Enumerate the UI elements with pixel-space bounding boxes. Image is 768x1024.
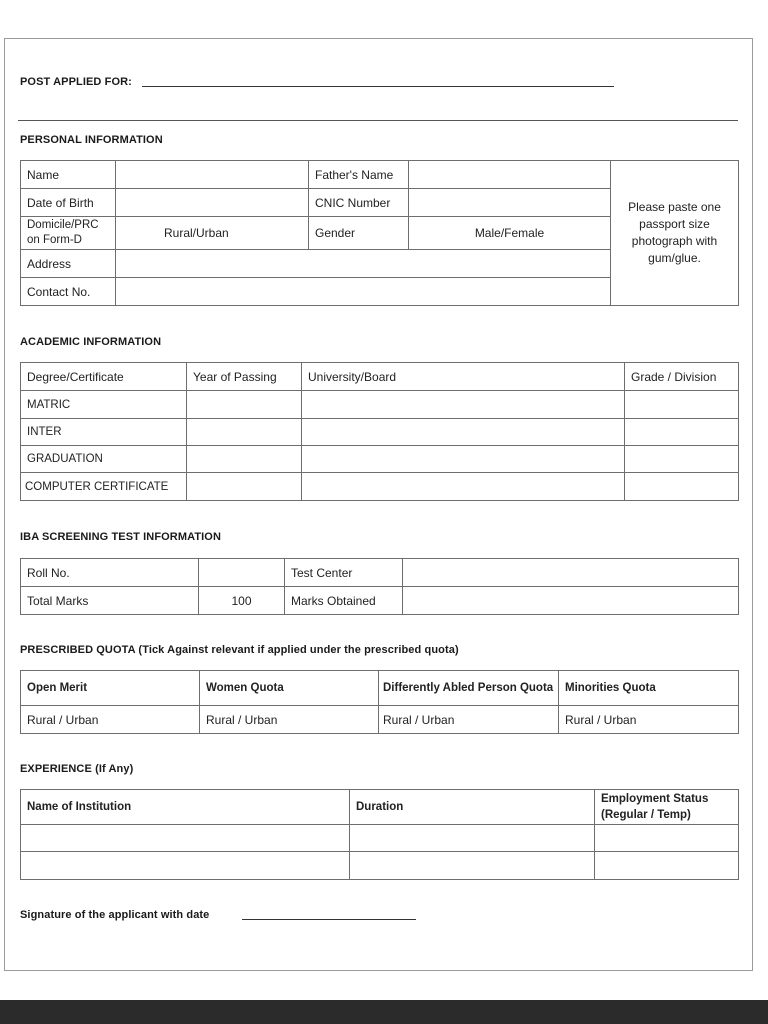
quota-value-differently-abled[interactable]: Rural / Urban [379,706,559,734]
test-center-field[interactable] [403,559,739,587]
quota-value-minorities[interactable]: Rural / Urban [559,706,739,734]
experience-col-status: Employment Status (Regular / Temp) [595,790,739,825]
address-field[interactable] [116,250,611,278]
experience-col-institution: Name of Institution [21,790,350,825]
gender-label: Gender [309,217,409,250]
table-cell[interactable] [595,852,739,880]
personal-info-table [20,160,739,306]
academic-col-grade: Grade / Division [625,363,739,391]
roll-no-label: Roll No. [21,559,199,587]
table-cell[interactable] [21,852,350,880]
table-cell[interactable] [302,473,625,501]
gender-field[interactable]: Male/Female [409,217,611,250]
table-cell[interactable] [595,825,739,852]
academic-table [20,362,739,501]
photo-instructions: Please paste one passport size photograph with gum/glue. [628,200,721,265]
table-cell[interactable] [302,391,625,419]
table-cell[interactable] [350,852,595,880]
academic-row-label: INTER [21,419,187,446]
table-cell[interactable] [625,419,739,446]
domicile-label: Domicile/PRC on Form-D [21,217,116,250]
table-cell[interactable] [187,391,302,419]
name-label: Name [21,161,116,189]
academic-row-label: COMPUTER CERTIFICATE [21,473,187,501]
table-cell[interactable] [21,825,350,852]
iba-table [20,558,739,615]
table-cell[interactable] [625,473,739,501]
total-marks-label: Total Marks [21,587,199,615]
iba-heading: IBA SCREENING TEST INFORMATION [20,531,221,543]
experience-heading: EXPERIENCE (If Any) [20,763,134,775]
quota-table [20,670,739,734]
table-cell[interactable] [302,446,625,473]
academic-col-degree: Degree/Certificate [21,363,187,391]
father-name-field[interactable] [409,161,611,189]
contact-label: Contact No. [21,278,116,306]
experience-table [20,789,739,880]
table-cell[interactable] [187,419,302,446]
quota-col-differently-abled: Differently Abled Person Quota [379,671,559,706]
table-cell[interactable] [187,446,302,473]
bottom-bar [0,1000,768,1024]
academic-col-university: University/Board [302,363,625,391]
academic-row-label: GRADUATION [21,446,187,473]
domicile-field[interactable]: Rural/Urban [116,217,309,250]
dob-field[interactable] [116,189,309,217]
address-label: Address [21,250,116,278]
quota-value-open-merit[interactable]: Rural / Urban [21,706,200,734]
academic-info-heading: ACADEMIC INFORMATION [20,336,162,348]
cnic-field[interactable] [409,189,611,217]
table-cell[interactable] [625,391,739,419]
total-marks-value: 100 [199,587,285,615]
marks-obtained-label: Marks Obtained [285,587,403,615]
experience-col-duration: Duration [350,790,595,825]
post-applied-label: POST APPLIED FOR: [20,76,132,88]
quota-col-open-merit: Open Merit [21,671,200,706]
photo-box [611,161,739,306]
name-field[interactable] [116,161,309,189]
table-cell[interactable] [350,825,595,852]
personal-info-heading: PERSONAL INFORMATION [20,134,163,146]
table-cell[interactable] [625,446,739,473]
cnic-label: CNIC Number [309,189,409,217]
academic-col-year: Year of Passing [187,363,302,391]
marks-obtained-field[interactable] [403,587,739,615]
test-center-label: Test Center [285,559,403,587]
signature-label: Signature of the applicant with date [20,909,210,921]
quota-heading: PRESCRIBED QUOTA (Tick Against relevant if applied under the prescribed quota) [20,644,459,656]
dob-label: Date of Birth [21,189,116,217]
father-name-label: Father's Name [309,161,409,189]
contact-field[interactable] [116,278,611,306]
section-divider [18,120,738,121]
table-cell[interactable] [187,473,302,501]
post-applied-line[interactable] [142,86,614,87]
quota-col-women: Women Quota [200,671,379,706]
quota-value-women[interactable]: Rural / Urban [200,706,379,734]
table-cell[interactable] [302,419,625,446]
signature-line[interactable] [242,919,416,920]
quota-col-minorities: Minorities Quota [559,671,739,706]
academic-row-label: MATRIC [21,391,187,419]
roll-no-field[interactable] [199,559,285,587]
